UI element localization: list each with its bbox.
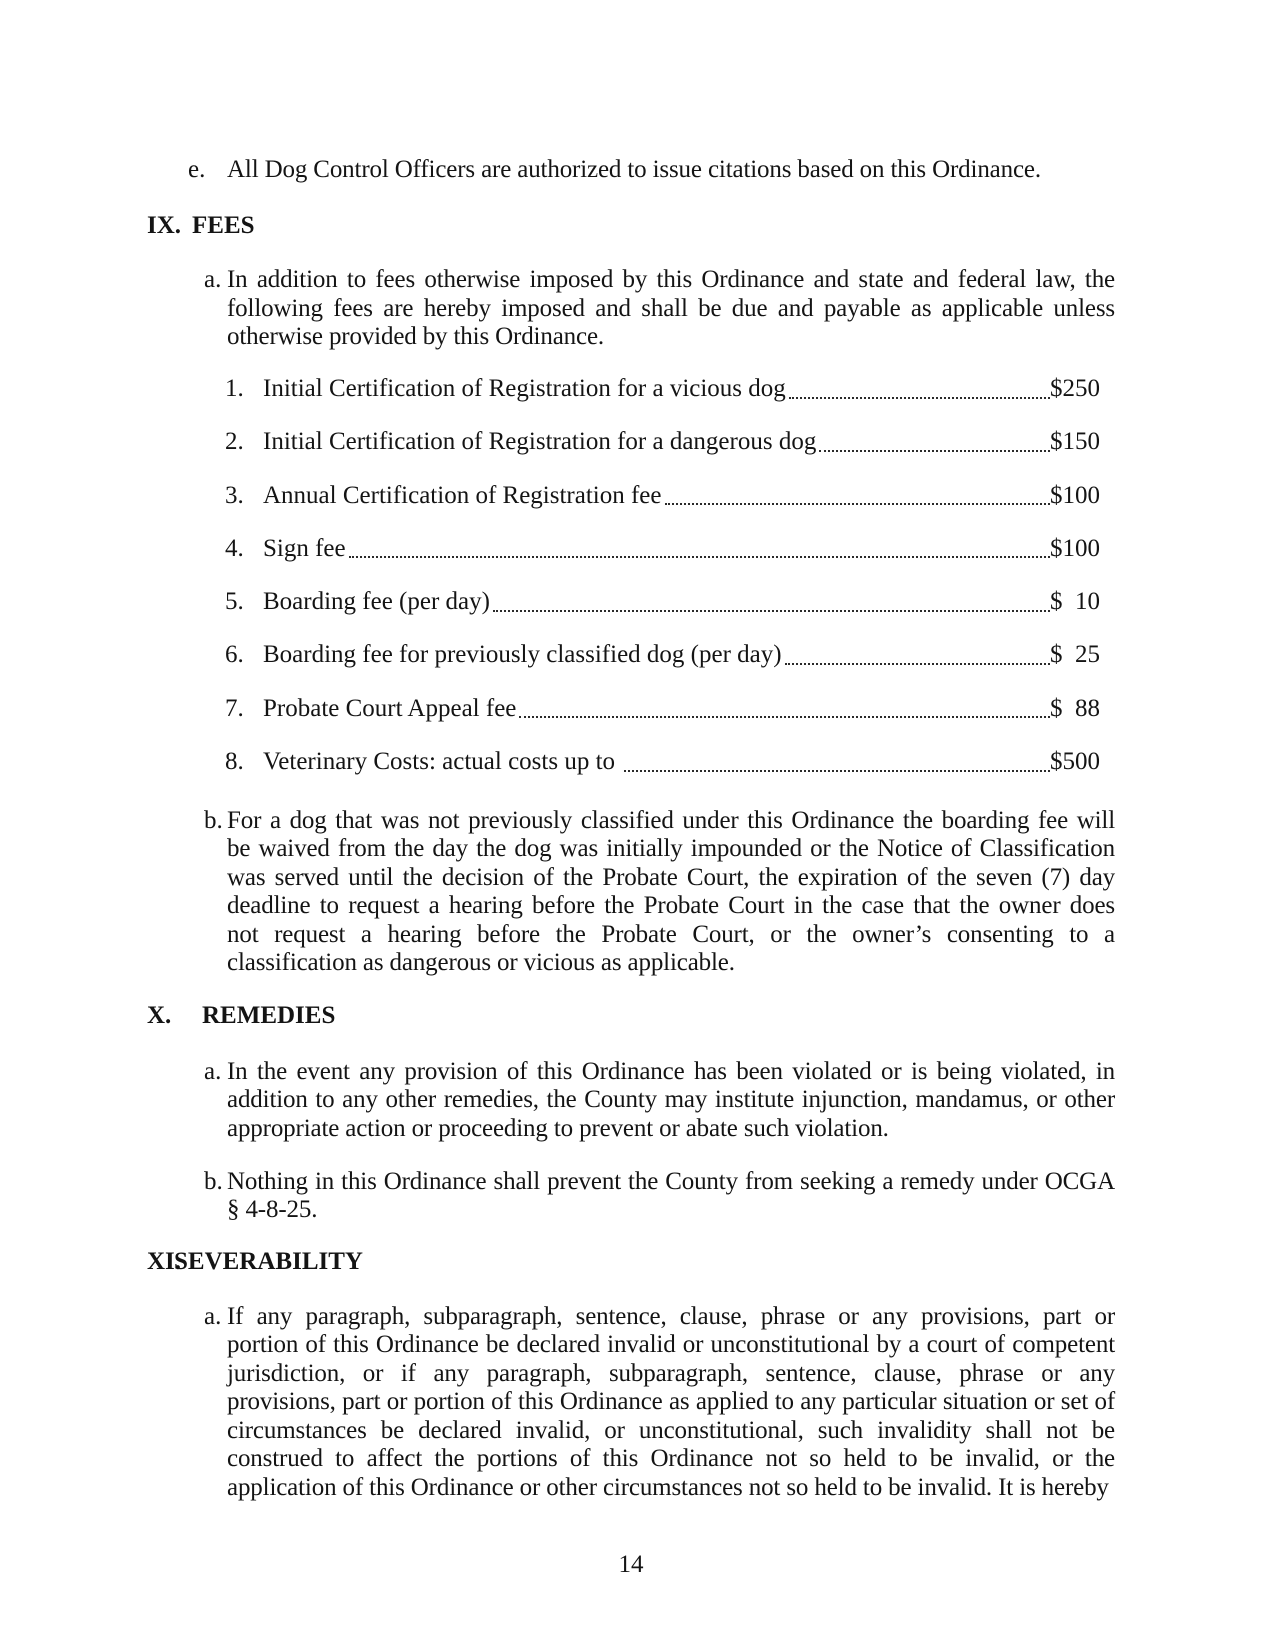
item-marker: a. bbox=[204, 1057, 222, 1085]
text-line: addition to any other remedies, the County may institute injunction, mandamus, or other bbox=[227, 1086, 1115, 1114]
fee-label: Annual Certification of Registration fee bbox=[263, 481, 662, 509]
fee-amount: $250 bbox=[1050, 375, 1100, 402]
dotted-leader bbox=[785, 663, 1050, 665]
text-line: In addition to fees otherwise imposed by this Ordinance and state and federal law, the bbox=[227, 266, 1115, 293]
item-text bbox=[227, 156, 1115, 185]
dotted-leader bbox=[493, 610, 1050, 612]
text-line: be waived from the day the dog was initially impounded or the Notice of Classification bbox=[227, 835, 1115, 863]
remedies-item-b bbox=[147, 1168, 1115, 1225]
item-marker: a. bbox=[204, 266, 222, 293]
page-number: 14 bbox=[618, 1550, 644, 1578]
remedies-item-a bbox=[147, 1058, 1115, 1144]
text-line: application of this Ordinance or other circumstances not so held to be invalid. It is hereby bbox=[227, 1473, 1109, 1501]
fee-amount: $100 bbox=[1050, 534, 1100, 562]
text-line: portion of this Ordinance be declared invalid or unconstitutional by a court of competent bbox=[227, 1331, 1115, 1359]
fees-item-a bbox=[147, 266, 1115, 352]
text-line: If any paragraph, subparagraph, sentence, clause, phrase or any provisions, part or bbox=[227, 1302, 1115, 1330]
section-title: REMEDIES bbox=[202, 1001, 336, 1029]
fees-item-b bbox=[147, 807, 1115, 978]
fee-label: Boarding fee for previously classified dog (per day) bbox=[263, 641, 782, 669]
fee-number: 2. bbox=[225, 428, 244, 456]
text-line: Nothing in this Ordinance shall prevent the County from seeking a remedy under OCGA bbox=[227, 1167, 1115, 1195]
fee-number: 3. bbox=[225, 481, 244, 509]
fee-row bbox=[147, 695, 1100, 724]
fee-number: 5. bbox=[225, 588, 244, 616]
fee-amount: $500 bbox=[1050, 748, 1100, 776]
fee-row bbox=[147, 375, 1100, 404]
list-item-e bbox=[147, 156, 1115, 185]
fee-label: Sign fee bbox=[263, 534, 346, 562]
section-number: X. bbox=[147, 1001, 172, 1029]
text-line: construed to affect the portions of this Ordinance not so held to be invalid, or the bbox=[227, 1445, 1115, 1473]
fee-label: Veterinary Costs: actual costs up to bbox=[263, 748, 622, 776]
dotted-leader bbox=[789, 397, 1050, 399]
fee-label: Boarding fee (per day) bbox=[263, 588, 490, 616]
text-line: was served until the decision of the Probate Court, the expiration of the seven (7) day bbox=[227, 863, 1115, 891]
item-marker: b. bbox=[204, 806, 223, 834]
item-text bbox=[227, 807, 1115, 978]
text-line: provisions, part or portion of this Ordinance as applied to any particular situation or set of bbox=[227, 1388, 1115, 1416]
fee-body bbox=[263, 535, 1100, 564]
item-marker: e. bbox=[188, 156, 206, 183]
severability-item-a bbox=[147, 1303, 1115, 1503]
dotted-leader bbox=[349, 556, 1050, 558]
dotted-leader bbox=[665, 503, 1051, 505]
text-line: deadline to request a hearing before the Probate Court in the case that the owner does bbox=[227, 892, 1115, 920]
item-text bbox=[227, 266, 1115, 352]
fee-number: 7. bbox=[225, 694, 244, 722]
fee-amount: $ 88 bbox=[1050, 694, 1100, 722]
section-number: IX. bbox=[147, 212, 182, 239]
fee-body bbox=[263, 695, 1100, 724]
fee-label: Initial Certification of Registration for a dangerous dog bbox=[263, 428, 817, 456]
section-title: SEVERABILITY bbox=[174, 1247, 363, 1275]
fee-row bbox=[147, 535, 1100, 564]
fee-list bbox=[147, 375, 1115, 777]
fee-row bbox=[147, 748, 1100, 777]
section-number: XI. bbox=[147, 1247, 182, 1275]
text-line: otherwise provided by this Ordinance. bbox=[227, 323, 604, 350]
fee-body bbox=[263, 375, 1100, 404]
fee-row bbox=[147, 482, 1100, 511]
fee-body bbox=[263, 748, 1100, 777]
item-text bbox=[227, 1168, 1115, 1225]
text-line: For a dog that was not previously classified under this Ordinance the boarding fee will bbox=[227, 806, 1115, 834]
fee-row bbox=[147, 641, 1100, 670]
fee-body bbox=[263, 482, 1100, 511]
fee-amount: $100 bbox=[1050, 481, 1100, 509]
text-line: circumstances be declared invalid, or unconstitutional, such invalidity shall not be bbox=[227, 1416, 1115, 1444]
fee-number: 8. bbox=[225, 748, 244, 776]
section-heading-severability bbox=[147, 1248, 1115, 1277]
text-line: following fees are hereby imposed and shall be due and payable as applicable unless bbox=[227, 294, 1115, 322]
section-title: FEES bbox=[192, 212, 255, 239]
fee-label: Probate Court Appeal fee bbox=[263, 694, 517, 722]
text-line: § 4-8-25. bbox=[227, 1196, 318, 1224]
fee-label: Initial Certification of Registration for a vicious dog bbox=[263, 375, 786, 402]
fee-number: 1. bbox=[225, 375, 244, 402]
fee-body bbox=[263, 641, 1100, 670]
item-marker: a. bbox=[204, 1302, 222, 1330]
item-text bbox=[227, 1058, 1115, 1144]
text-line: jurisdiction, or if any paragraph, subparagraph, sentence, clause, phrase or any bbox=[227, 1359, 1115, 1387]
page-content bbox=[147, 0, 1115, 1579]
fee-body bbox=[263, 588, 1100, 617]
dotted-leader bbox=[819, 450, 1050, 452]
fee-amount: $150 bbox=[1050, 428, 1100, 456]
item-marker: b. bbox=[204, 1167, 223, 1195]
text-line: not request a hearing before the Probate Court, or the owner’s consenting to a bbox=[227, 920, 1115, 948]
fee-amount: $ 10 bbox=[1050, 588, 1100, 616]
section-heading-fees bbox=[147, 212, 1115, 241]
section-heading-remedies bbox=[147, 1002, 1115, 1031]
item-text bbox=[227, 1303, 1115, 1503]
text-line: classification as dangerous or vicious as applicable. bbox=[227, 949, 735, 977]
fee-row bbox=[147, 428, 1100, 457]
dotted-leader bbox=[519, 716, 1050, 718]
text-line: All Dog Control Officers are authorized to issue citations based on this Ordinance. bbox=[227, 156, 1041, 183]
fee-amount: $ 25 bbox=[1050, 641, 1100, 669]
text-line: In the event any provision of this Ordinance has been violated or is being violated, in bbox=[227, 1057, 1115, 1085]
fee-body bbox=[263, 428, 1100, 457]
dotted-leader bbox=[624, 770, 1050, 772]
fee-number: 4. bbox=[225, 534, 244, 562]
fee-row bbox=[147, 588, 1100, 617]
fee-number: 6. bbox=[225, 641, 244, 669]
text-line: appropriate action or proceeding to prevent or abate such violation. bbox=[227, 1114, 889, 1142]
